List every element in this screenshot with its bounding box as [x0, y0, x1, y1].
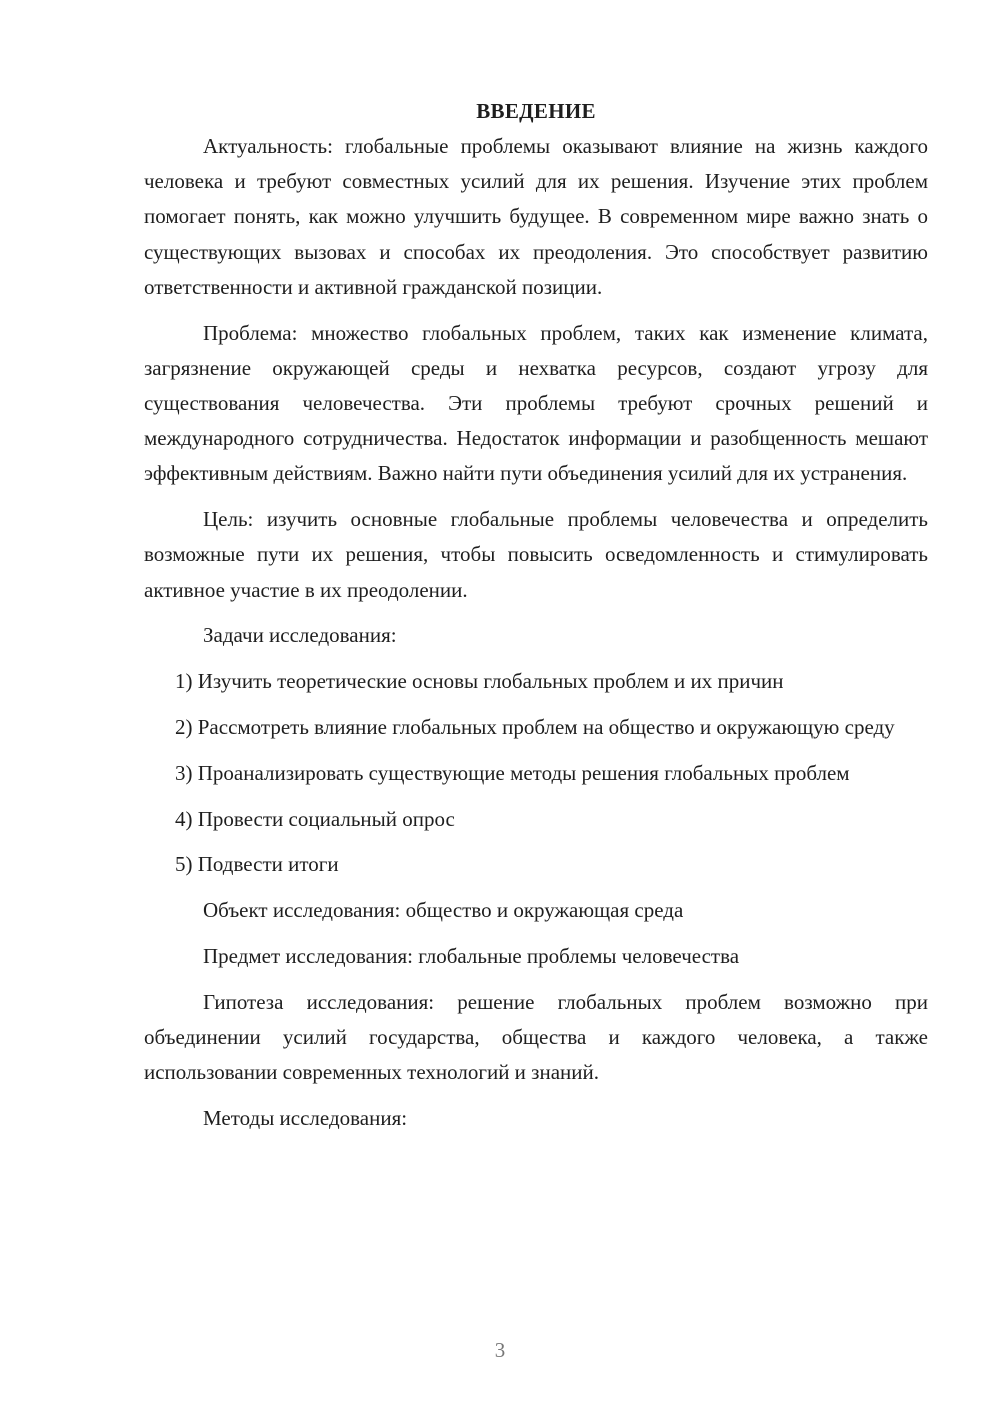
paragraph-problem: Проблема: множество глобальных проблем, таких как изменение климата, загрязнение окружающей среды и нехватка ресурсов, создают угрозу для существования человечества. Эти проблемы требуют срочных решений и международного сотрудничества. Недостаток информации и разобщенность мешают эффективным действиям. Важно найти пути объединения усилий для их устранения.	[144, 320, 928, 486]
page-number: 3	[494, 1338, 506, 1362]
list-item: 2) Рассмотреть влияние глобальных проблем на общество и окружающую среду	[175, 715, 895, 740]
list-item: 4) Провести социальный опрос	[175, 806, 455, 831]
tasks-list	[144, 664, 928, 882]
paragraph-hypothesis: Гипотеза исследования: решение глобальных проблем возможно при объединении усилий государства, общества и каждого человека, а также использовании современных технологий и знаний.	[144, 989, 928, 1085]
list-item: 5) Подвести итоги	[175, 852, 339, 877]
page-title: ВВЕДЕНИЕ	[476, 99, 596, 123]
paragraph-actuality: Актуальность: глобальные проблемы оказывают влияние на жизнь каждого человека и требуют совместных усилий для их решения. Изучение этих проблем помогает понять, как можно улучшить будущее. В современном мире важно знать о существующих вызовах и способах их преодоления. Это способствует развитию ответственности и активной гражданской позиции.	[144, 134, 928, 299]
list-item: 1) Изучить теоретические основы глобальных проблем и их причин	[175, 669, 784, 694]
list-item: 3) Проанализировать существующие методы решения глобальных проблем	[175, 760, 850, 785]
paragraph-methods: Методы исследования:	[203, 1106, 408, 1130]
paragraph-object: Объект исследования: общество и окружающая среда	[203, 898, 684, 923]
document-page	[144, 94, 928, 1147]
paragraph-tasks-heading: Задачи исследования:	[203, 623, 397, 648]
paragraph-goal: Цель: изучить основные глобальные проблемы человечества и определить возможные пути их решения, чтобы повысить осведомленность и стимулировать активное участие в их преодолении.	[144, 507, 928, 602]
paragraph-subject: Предмет исследования: глобальные проблемы человечества	[203, 944, 740, 968]
